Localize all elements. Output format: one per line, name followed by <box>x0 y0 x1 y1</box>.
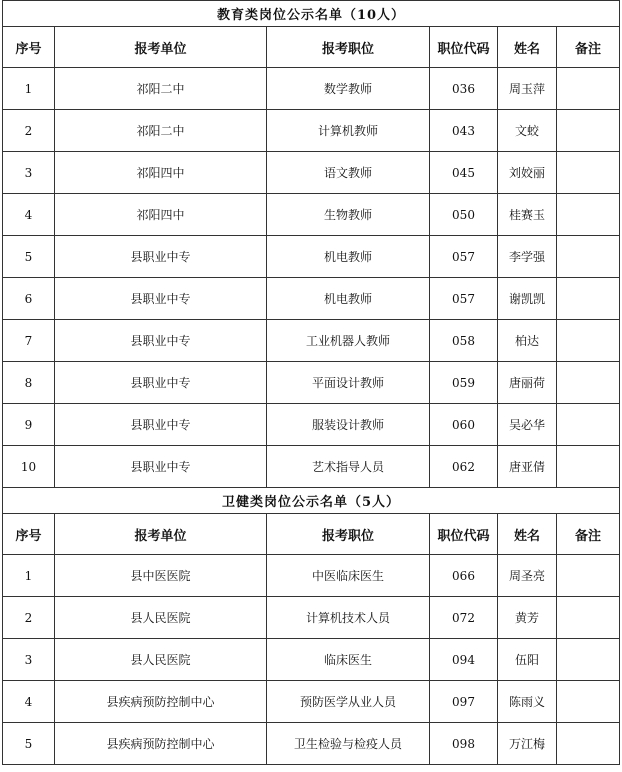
cell-position: 机电教师 <box>267 278 430 320</box>
cell-index: 4 <box>3 681 55 723</box>
cell-position: 卫生检验与检疫人员 <box>267 723 430 765</box>
cell-unit: 县职业中专 <box>55 278 267 320</box>
cell-name: 周玉萍 <box>498 68 557 110</box>
cell-name: 周圣亮 <box>498 555 557 597</box>
cell-remark <box>557 236 620 278</box>
cell-index: 8 <box>3 362 55 404</box>
cell-position: 预防医学从业人员 <box>267 681 430 723</box>
cell-code: 036 <box>430 68 498 110</box>
cell-remark <box>557 320 620 362</box>
table-row <box>3 681 620 723</box>
header-remark: 备注 <box>557 514 620 555</box>
table-row <box>3 236 620 278</box>
cell-code: 058 <box>430 320 498 362</box>
cell-remark <box>557 639 620 681</box>
cell-code: 062 <box>430 446 498 488</box>
cell-position: 计算机技术人员 <box>267 597 430 639</box>
cell-remark <box>557 681 620 723</box>
cell-index: 1 <box>3 68 55 110</box>
cell-position: 中医临床医生 <box>267 555 430 597</box>
cell-code: 098 <box>430 723 498 765</box>
cell-position: 生物教师 <box>267 194 430 236</box>
cell-remark <box>557 362 620 404</box>
header-position: 报考职位 <box>267 27 430 68</box>
cell-name: 唐丽荷 <box>498 362 557 404</box>
header-code: 职位代码 <box>430 514 498 555</box>
cell-remark <box>557 68 620 110</box>
cell-code: 072 <box>430 597 498 639</box>
cell-index: 3 <box>3 152 55 194</box>
header-index: 序号 <box>3 514 55 555</box>
cell-remark <box>557 555 620 597</box>
cell-remark <box>557 404 620 446</box>
table-row <box>3 110 620 152</box>
education-section-title: 教育类岗位公示名单（10人） <box>3 1 620 27</box>
cell-unit: 祁阳四中 <box>55 194 267 236</box>
header-position: 报考职位 <box>267 514 430 555</box>
header-remark: 备注 <box>557 27 620 68</box>
cell-index: 1 <box>3 555 55 597</box>
education-header-row <box>3 27 620 68</box>
cell-position: 计算机教师 <box>267 110 430 152</box>
cell-code: 057 <box>430 236 498 278</box>
cell-index: 2 <box>3 597 55 639</box>
health-section-title: 卫健类岗位公示名单（5人） <box>3 488 620 514</box>
cell-position: 语文教师 <box>267 152 430 194</box>
cell-remark <box>557 110 620 152</box>
cell-position: 数学教师 <box>267 68 430 110</box>
cell-remark <box>557 194 620 236</box>
cell-name: 吴必华 <box>498 404 557 446</box>
cell-code: 059 <box>430 362 498 404</box>
cell-unit: 县职业中专 <box>55 236 267 278</box>
cell-index: 4 <box>3 194 55 236</box>
cell-unit: 县职业中专 <box>55 446 267 488</box>
cell-position: 平面设计教师 <box>267 362 430 404</box>
cell-name: 黄芳 <box>498 597 557 639</box>
cell-unit: 县职业中专 <box>55 320 267 362</box>
health-section <box>3 488 620 555</box>
cell-index: 5 <box>3 236 55 278</box>
cell-unit: 祁阳二中 <box>55 68 267 110</box>
cell-code: 050 <box>430 194 498 236</box>
cell-position: 工业机器人教师 <box>267 320 430 362</box>
cell-index: 6 <box>3 278 55 320</box>
cell-remark <box>557 278 620 320</box>
education-rows <box>3 68 620 488</box>
cell-index: 3 <box>3 639 55 681</box>
cell-code: 094 <box>430 639 498 681</box>
table-row <box>3 723 620 765</box>
cell-name: 柏达 <box>498 320 557 362</box>
header-index: 序号 <box>3 27 55 68</box>
table-row <box>3 404 620 446</box>
cell-index: 5 <box>3 723 55 765</box>
cell-name: 刘姣丽 <box>498 152 557 194</box>
cell-code: 097 <box>430 681 498 723</box>
cell-unit: 县中医医院 <box>55 555 267 597</box>
header-code: 职位代码 <box>430 27 498 68</box>
table-row <box>3 68 620 110</box>
cell-remark <box>557 723 620 765</box>
cell-name: 桂赛玉 <box>498 194 557 236</box>
header-unit: 报考单位 <box>55 27 267 68</box>
cell-index: 10 <box>3 446 55 488</box>
cell-unit: 县人民医院 <box>55 639 267 681</box>
cell-position: 艺术指导人员 <box>267 446 430 488</box>
education-section <box>3 1 620 68</box>
table-row <box>3 639 620 681</box>
table-row <box>3 320 620 362</box>
cell-remark <box>557 446 620 488</box>
cell-unit: 县职业中专 <box>55 404 267 446</box>
table-row <box>3 362 620 404</box>
cell-unit: 县职业中专 <box>55 362 267 404</box>
cell-index: 7 <box>3 320 55 362</box>
cell-code: 060 <box>430 404 498 446</box>
header-name: 姓名 <box>498 514 557 555</box>
cell-position: 服装设计教师 <box>267 404 430 446</box>
header-name: 姓名 <box>498 27 557 68</box>
cell-position: 临床医生 <box>267 639 430 681</box>
cell-name: 文蛟 <box>498 110 557 152</box>
cell-code: 057 <box>430 278 498 320</box>
table-row <box>3 446 620 488</box>
cell-code: 043 <box>430 110 498 152</box>
cell-name: 李学强 <box>498 236 557 278</box>
cell-name: 伍阳 <box>498 639 557 681</box>
cell-name: 谢凯凯 <box>498 278 557 320</box>
cell-code: 045 <box>430 152 498 194</box>
cell-unit: 县疾病预防控制中心 <box>55 681 267 723</box>
cell-name: 陈雨义 <box>498 681 557 723</box>
cell-index: 2 <box>3 110 55 152</box>
cell-remark <box>557 597 620 639</box>
cell-unit: 祁阳二中 <box>55 110 267 152</box>
candidate-list-document <box>2 0 620 765</box>
candidate-table <box>2 0 620 765</box>
cell-unit: 县人民医院 <box>55 597 267 639</box>
table-row <box>3 152 620 194</box>
health-header-row <box>3 514 620 555</box>
header-unit: 报考单位 <box>55 514 267 555</box>
cell-remark <box>557 152 620 194</box>
table-row <box>3 278 620 320</box>
cell-code: 066 <box>430 555 498 597</box>
cell-position: 机电教师 <box>267 236 430 278</box>
cell-index: 9 <box>3 404 55 446</box>
table-row <box>3 597 620 639</box>
cell-unit: 祁阳四中 <box>55 152 267 194</box>
table-row <box>3 194 620 236</box>
cell-name: 唐亚倩 <box>498 446 557 488</box>
cell-unit: 县疾病预防控制中心 <box>55 723 267 765</box>
health-rows <box>3 555 620 765</box>
table-row <box>3 555 620 597</box>
cell-name: 万江梅 <box>498 723 557 765</box>
